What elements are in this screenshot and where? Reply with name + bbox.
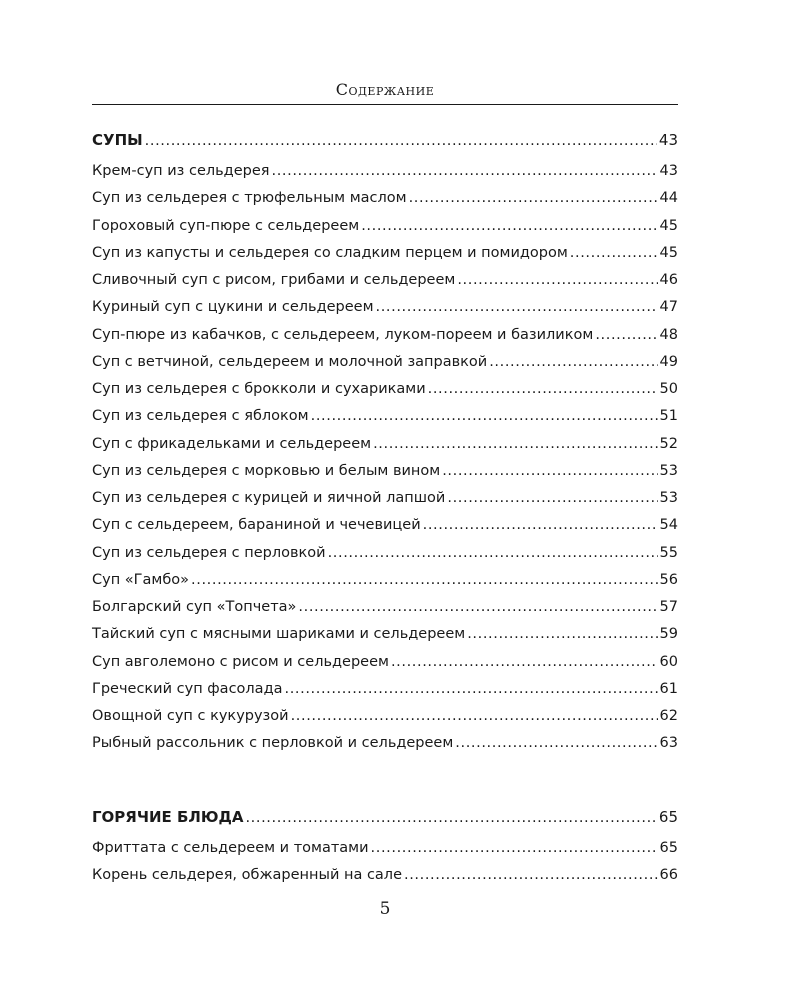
- entry-title: Суп с фрикадельками и сельдереем: [92, 435, 372, 452]
- toc-entry[interactable]: [92, 403, 678, 430]
- dot-leader: [376, 294, 658, 321]
- toc-entry[interactable]: [92, 594, 678, 621]
- entry-title: Фриттата с сельдереем и томатами: [92, 839, 369, 856]
- entry-page: 50: [659, 381, 678, 397]
- entry-title: Суп из сельдерея с брокколи и сухариками: [92, 381, 426, 397]
- entry-page: 61: [659, 680, 678, 697]
- dot-leader: [391, 649, 658, 676]
- entry-page: 49: [659, 353, 678, 370]
- dot-leader: [423, 512, 658, 539]
- dot-leader: [311, 403, 658, 430]
- dot-leader: [457, 267, 657, 294]
- toc-entry[interactable]: [92, 703, 678, 730]
- toc-entry[interactable]: [92, 240, 678, 267]
- toc-entry[interactable]: [92, 676, 678, 703]
- dot-leader: [191, 567, 658, 594]
- entry-page: 59: [659, 626, 678, 643]
- entry-page: 48: [659, 326, 678, 343]
- entry-page: 45: [659, 217, 678, 234]
- section-title: СУПЫ: [92, 131, 143, 149]
- entry-title: Суп с сельдереем, бараниной и чечевицей: [92, 517, 421, 534]
- entry-title: Суп из сельдерея с яблоком: [92, 408, 309, 425]
- dot-leader: [271, 158, 657, 185]
- entry-page: 53: [659, 490, 678, 506]
- toc-entry[interactable]: [92, 213, 678, 240]
- section-title: ГОРЯЧИЕ БЛЮДА: [92, 807, 244, 826]
- entry-title: Суп из сельдерея с морковью и белым вином: [92, 462, 441, 479]
- toc-entry[interactable]: [92, 376, 678, 403]
- running-head: Содержание: [335, 80, 435, 99]
- entry-title: Гороховый суп-пюре с сельдереем: [92, 217, 360, 234]
- toc-section-heading[interactable]: [92, 802, 678, 832]
- dot-leader: [409, 185, 658, 212]
- toc-entry[interactable]: [92, 158, 678, 185]
- entry-title: Тайский суп с мясными шариками и сельдереем: [92, 626, 466, 643]
- entry-title: Суп из капусты и сельдерея со сладким перцем и помидором: [92, 244, 568, 261]
- entry-title: Болгарский суп «Топчета»: [92, 599, 297, 615]
- toc-entry[interactable]: [92, 540, 678, 567]
- entry-title: Суп «Гамбо»: [92, 571, 190, 588]
- entry-page: 65: [659, 839, 678, 856]
- toc-section-heading[interactable]: [92, 125, 678, 155]
- page-number: 5: [379, 899, 391, 919]
- entry-page: 51: [659, 408, 678, 425]
- entry-page: 63: [659, 735, 678, 752]
- dot-leader: [284, 676, 657, 703]
- entry-page: 66: [659, 866, 678, 883]
- dot-leader: [145, 126, 657, 156]
- entry-page: 44: [659, 190, 678, 207]
- section-page: 43: [658, 131, 678, 149]
- dot-leader: [245, 803, 656, 833]
- toc-entry[interactable]: [92, 835, 678, 862]
- entry-title: Крем-суп из сельдерея: [92, 163, 270, 179]
- entry-page: 47: [659, 299, 678, 316]
- entry-title: Корень сельдерея, обжаренный на сале: [92, 866, 402, 883]
- entry-page: 54: [659, 517, 678, 534]
- dot-leader: [447, 485, 657, 512]
- section-spacer: [92, 758, 678, 802]
- toc-entry[interactable]: [92, 185, 678, 212]
- entry-title: Куриный суп с цукини и сельдереем: [92, 299, 374, 316]
- toc-entry[interactable]: [92, 431, 678, 458]
- dot-leader: [595, 322, 657, 349]
- header-rule: [92, 104, 678, 105]
- dot-leader: [467, 621, 657, 648]
- entry-title: Суп из сельдерея с курицей и яичной лапшой: [92, 490, 446, 506]
- entry-page: 60: [659, 653, 678, 670]
- book-page: [92, 0, 678, 1000]
- toc-entry[interactable]: [92, 458, 678, 485]
- entry-title: Греческий суп фасолада: [92, 680, 283, 697]
- entry-page: 46: [659, 272, 678, 288]
- toc-entry[interactable]: [92, 730, 678, 757]
- dot-leader: [489, 349, 657, 376]
- dot-leader: [428, 376, 658, 403]
- entry-title: Суп из сельдерея с трюфельным маслом: [92, 190, 407, 207]
- entry-page: 43: [659, 163, 678, 179]
- entry-title: Рыбный рассольник с перловкой и сельдереем: [92, 735, 454, 752]
- entry-page: 56: [659, 571, 678, 588]
- toc-entry[interactable]: [92, 349, 678, 376]
- entry-title: Суп авголемоно с рисом и сельдереем: [92, 653, 389, 670]
- dot-leader: [404, 862, 658, 889]
- toc-entry[interactable]: [92, 567, 678, 594]
- toc-entry[interactable]: [92, 862, 678, 889]
- dot-leader: [442, 458, 657, 485]
- entry-title: Сливочный суп с рисом, грибами и сельдереем: [92, 272, 456, 288]
- dot-leader: [570, 240, 658, 267]
- toc-entry[interactable]: [92, 649, 678, 676]
- dot-leader: [373, 431, 657, 458]
- toc-entry[interactable]: [92, 621, 678, 648]
- entry-title: Суп-пюре из кабачков, с сельдереем, луком-пореем и базиликом: [92, 326, 594, 343]
- toc-entry[interactable]: [92, 294, 678, 321]
- toc-entry[interactable]: [92, 322, 678, 349]
- toc-entry[interactable]: [92, 267, 678, 294]
- dot-leader: [298, 594, 657, 621]
- dot-leader: [291, 703, 658, 730]
- toc-entry[interactable]: [92, 485, 678, 512]
- entry-title: Суп из сельдерея с перловкой: [92, 544, 326, 561]
- entry-title: Суп с ветчиной, сельдереем и молочной заправкой: [92, 353, 488, 370]
- entry-page: 45: [659, 244, 678, 261]
- dot-leader: [328, 540, 658, 567]
- entry-page: 57: [659, 599, 678, 615]
- entry-page: 55: [659, 544, 678, 561]
- toc-entry[interactable]: [92, 512, 678, 539]
- entry-title: Овощной суп с кукурузой: [92, 708, 289, 724]
- entry-page: 62: [659, 708, 678, 724]
- table-of-contents: [92, 125, 678, 889]
- dot-leader: [371, 835, 658, 862]
- section-page: 65: [658, 807, 678, 826]
- dot-leader: [455, 730, 657, 757]
- entry-page: 53: [659, 462, 678, 479]
- dot-leader: [361, 213, 657, 240]
- entry-page: 52: [659, 435, 678, 452]
